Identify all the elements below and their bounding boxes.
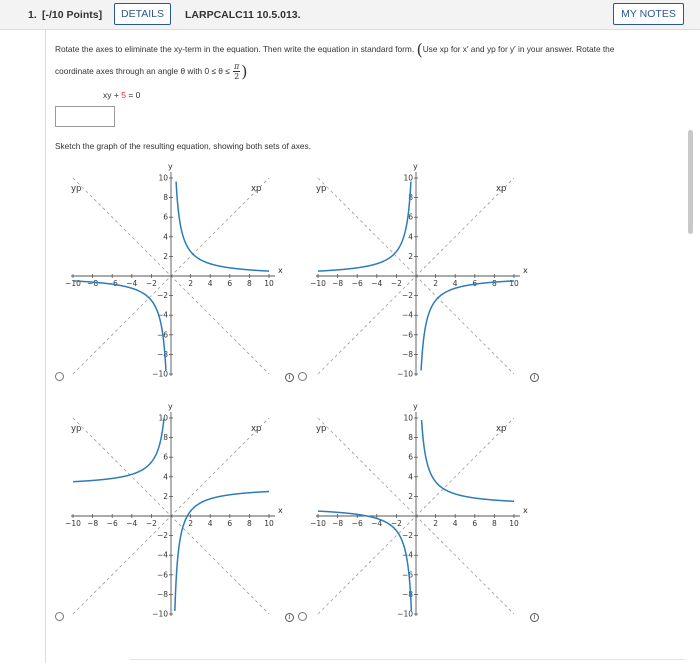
y-axis-label: y <box>168 162 173 171</box>
y-tick-label: −8 <box>401 349 413 359</box>
x-axis-label: x <box>523 266 528 275</box>
y-tick-label: 10 <box>403 173 413 183</box>
x-tick-label: 8 <box>247 279 252 288</box>
y-tick-label: 8 <box>408 433 413 443</box>
y-tick-label: −8 <box>156 589 168 599</box>
radio-option-3[interactable] <box>55 612 64 621</box>
sketch-prompt: Sketch the graph of the resulting equation, showing both sets of axes. <box>55 141 311 151</box>
y-tick-label: −8 <box>401 589 413 599</box>
y-tick-label: −8 <box>156 349 168 359</box>
x-tick-label: 4 <box>452 279 458 288</box>
y-tick-label: 10 <box>403 413 413 423</box>
x-tick-label: 10 <box>509 519 519 528</box>
x-tick-label: 2 <box>433 519 438 528</box>
x-tick-label: −4 <box>371 279 383 288</box>
fraction-denominator: 2 <box>234 72 240 82</box>
x-axis-label: x <box>523 506 528 515</box>
y-axis-label: y <box>413 162 418 171</box>
x-tick-label: 6 <box>472 279 478 288</box>
y-tick-label: 10 <box>158 413 168 423</box>
info-icon[interactable]: i <box>530 613 539 622</box>
xp-axis-label: xp <box>251 424 262 434</box>
question-points: [-/10 Points] <box>42 9 103 21</box>
y-tick-label: 4 <box>163 472 168 482</box>
y-tick-label: 4 <box>163 232 168 242</box>
xp-axis-label: xp <box>251 184 262 194</box>
curve-branch-1 <box>73 418 164 481</box>
x-tick-label: −2 <box>390 279 402 288</box>
x-tick-label: −4 <box>126 519 138 528</box>
curve-branch-1 <box>73 281 166 371</box>
y-tick-label: 10 <box>158 173 168 183</box>
x-tick-label: −8 <box>87 519 99 528</box>
x-tick-label: 2 <box>433 279 438 288</box>
y-axis-label: y <box>168 402 173 411</box>
y-tick-label: −2 <box>156 291 168 301</box>
y-tick-label: −6 <box>156 330 168 340</box>
y-tick-label: 4 <box>408 472 413 482</box>
prompt-angle-text: coordinate axes through an angle θ with 0 ≤ θ ≤ <box>55 66 230 76</box>
prompt-paren-open: ( <box>416 40 423 59</box>
x-tick-label: −10 <box>65 519 81 528</box>
x-tick-label: 8 <box>492 519 497 528</box>
y-tick-label: −10 <box>152 609 168 619</box>
angle-fraction <box>233 62 240 81</box>
x-tick-label: 6 <box>227 279 233 288</box>
question-code: LARPCALC11 10.5.013. <box>185 9 301 21</box>
yp-axis-label: yp <box>316 424 327 434</box>
fraction-numerator: π <box>234 62 240 72</box>
prompt-paren-close: ) <box>241 62 248 81</box>
curve-branch-2 <box>421 281 514 371</box>
graph-option-4 <box>300 398 530 623</box>
y-tick-label: −2 <box>401 291 413 301</box>
x-tick-label: 8 <box>247 519 252 528</box>
x-tick-label: −10 <box>65 279 81 288</box>
y-tick-label: 2 <box>163 251 168 261</box>
y-tick-label: −2 <box>401 531 413 541</box>
x-tick-label: 8 <box>492 279 497 288</box>
answer-input[interactable] <box>55 106 115 127</box>
y-tick-label: −10 <box>152 369 168 379</box>
yp-axis-label: yp <box>71 424 82 434</box>
equation-lhs: xy + <box>103 90 119 100</box>
y-tick-label: 2 <box>408 491 413 501</box>
x-tick-label: −6 <box>351 279 363 288</box>
y-tick-label: −10 <box>397 369 413 379</box>
curve-branch-1 <box>318 182 411 272</box>
x-tick-label: −6 <box>106 519 118 528</box>
x-tick-label: 2 <box>188 519 193 528</box>
y-tick-label: −2 <box>156 531 168 541</box>
x-tick-label: −4 <box>126 279 138 288</box>
x-tick-label: 4 <box>452 519 458 528</box>
prompt-line-1 <box>55 40 614 59</box>
x-tick-label: 10 <box>509 279 519 288</box>
x-axis-label: x <box>278 266 283 275</box>
x-tick-label: −10 <box>310 519 326 528</box>
y-tick-label: −6 <box>401 330 413 340</box>
scrollbar-thumb[interactable] <box>688 130 693 234</box>
x-axis-label: x <box>278 506 283 515</box>
question-header <box>0 0 700 30</box>
curve-branch-2 <box>176 182 269 272</box>
x-tick-label: −4 <box>371 519 383 528</box>
equation-constant: 5 <box>121 90 126 100</box>
radio-option-4[interactable] <box>298 612 307 621</box>
y-tick-label: −4 <box>401 550 413 560</box>
x-tick-label: 6 <box>227 519 233 528</box>
y-tick-label: −6 <box>401 570 413 580</box>
x-tick-label: −6 <box>106 279 118 288</box>
x-tick-label: 10 <box>264 279 274 288</box>
x-tick-label: −8 <box>332 279 344 288</box>
radio-option-2[interactable] <box>298 372 307 381</box>
y-tick-label: 2 <box>408 251 413 261</box>
y-tick-label: 2 <box>163 491 168 501</box>
y-tick-label: 4 <box>408 232 413 242</box>
y-tick-label: 8 <box>408 193 413 203</box>
prompt-hint: Use xp for x′ and yp for y′ in your answer. Rotate the <box>422 44 615 54</box>
y-tick-label: 6 <box>408 452 413 462</box>
curve-branch-2 <box>175 492 269 611</box>
x-tick-label: −2 <box>145 519 157 528</box>
equation-rhs: = 0 <box>128 90 141 100</box>
x-tick-label: −8 <box>87 279 99 288</box>
details-button[interactable]: DETAILS <box>114 3 171 25</box>
prompt-line-2 <box>55 62 248 81</box>
x-tick-label: −2 <box>145 279 157 288</box>
x-tick-label: −8 <box>332 519 344 528</box>
x-tick-label: −6 <box>351 519 363 528</box>
x-tick-label: 10 <box>264 519 274 528</box>
x-tick-label: 6 <box>472 519 478 528</box>
radio-option-1[interactable] <box>55 372 64 381</box>
y-tick-label: 6 <box>163 452 168 462</box>
graph-option-2 <box>300 158 530 383</box>
xp-axis-label: xp <box>496 184 507 194</box>
y-tick-label: −4 <box>156 550 168 560</box>
x-tick-label: −10 <box>310 279 326 288</box>
y-tick-label: 8 <box>163 193 168 203</box>
x-tick-label: −2 <box>390 519 402 528</box>
xp-axis-label: xp <box>496 424 507 434</box>
y-tick-label: −4 <box>156 310 168 320</box>
y-tick-label: −4 <box>401 310 413 320</box>
y-tick-label: 6 <box>408 212 413 222</box>
graph-option-3 <box>55 398 285 623</box>
info-icon[interactable]: i <box>285 373 294 382</box>
info-icon[interactable]: i <box>530 373 539 382</box>
x-tick-label: 4 <box>207 279 213 288</box>
y-tick-label: 6 <box>163 212 168 222</box>
my-notes-button[interactable]: MY NOTES <box>613 3 684 25</box>
x-tick-label: 2 <box>188 279 193 288</box>
divider <box>130 659 685 660</box>
info-icon[interactable]: i <box>285 613 294 622</box>
y-tick-label: −6 <box>156 570 168 580</box>
prompt-text: Rotate the axes to eliminate the xy-term in the equation. Then write the equation in standard form. <box>55 44 415 54</box>
equation <box>103 90 140 100</box>
x-tick-label: 4 <box>207 519 213 528</box>
y-tick-label: 8 <box>163 433 168 443</box>
yp-axis-label: yp <box>71 184 82 194</box>
question-number: 1. <box>28 9 37 21</box>
graph-option-1 <box>55 158 285 383</box>
y-axis-label: y <box>413 402 418 411</box>
y-tick-label: −10 <box>397 609 413 619</box>
yp-axis-label: yp <box>316 184 327 194</box>
